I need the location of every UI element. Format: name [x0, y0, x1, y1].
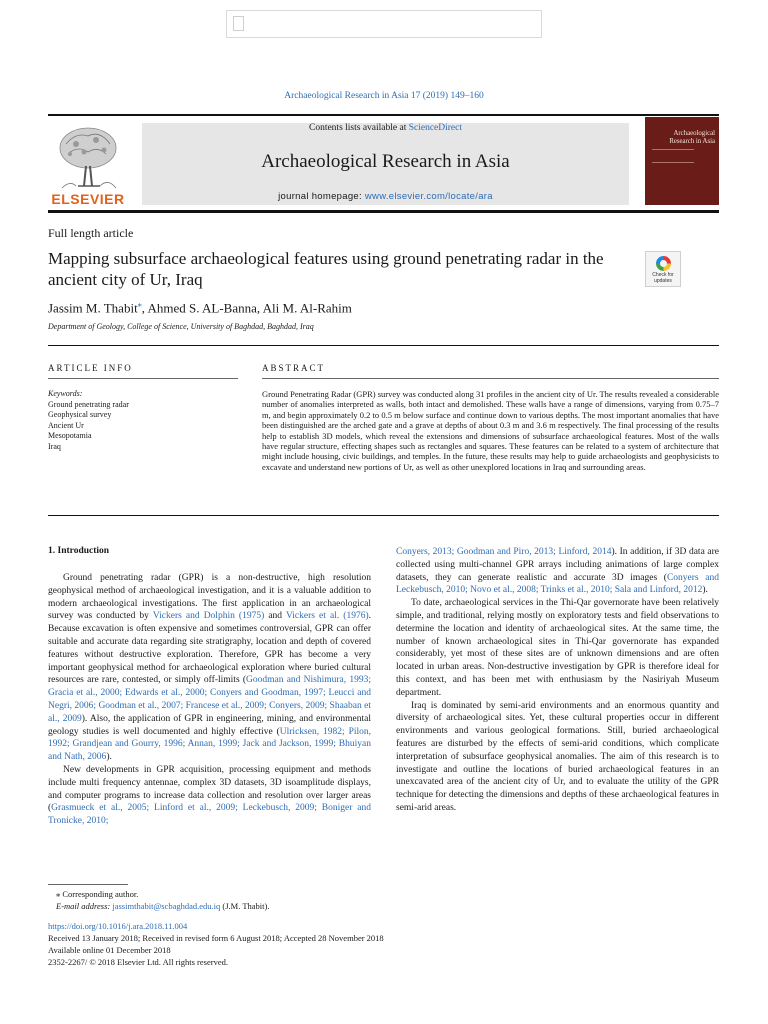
homepage-prefix: journal homepage:: [278, 191, 365, 202]
text: ). Also, the application of GPR in engineering, mining, and environmental geology studies is well documented and highly effective (: [48, 713, 372, 737]
copyright: 2352-2267/ © 2018 Elsevier Ltd. All rights reserved.: [48, 957, 228, 967]
header-bottom-rule: [48, 210, 719, 213]
section-heading-introduction: 1. Introduction: [48, 546, 110, 556]
author-list: [48, 300, 352, 316]
keywords-block: [48, 389, 238, 452]
abstract-heading: ABSTRACT: [262, 363, 326, 373]
doi-link[interactable]: https://doi.org/10.1016/j.ara.2018.11.004: [48, 921, 188, 931]
paragraph: [48, 572, 371, 764]
keyword-item: Geophysical survey: [48, 410, 112, 419]
keyword-item: Ground penetrating radar: [48, 399, 129, 409]
crossmark-icon: [656, 256, 671, 271]
corresponding-author-note: ⁎ Corresponding author.: [56, 889, 139, 899]
contents-prefix: Contents lists available at: [308, 123, 409, 133]
article-type: Full length article: [48, 226, 134, 240]
article-info-rule: [48, 378, 238, 379]
email-owner: (J.M. Thabit).: [220, 901, 270, 911]
info-top-rule: [48, 345, 719, 346]
text: New developments in GPR acquisition, processing equipment and methods include multi frequency antennae, complex 3D datasets, 3D isoamplitude displays, and computer programs to increase data collection and resolution over larger areas (: [48, 764, 371, 814]
contents-line: [142, 123, 629, 133]
paragraph: [396, 546, 719, 597]
other-authors: , Ahmed S. AL-Banna, Ali M. Al-Rahim: [141, 300, 352, 316]
abstract-rule: [262, 378, 719, 379]
cover-title: Archaeological Research in Asia: [669, 130, 715, 145]
available-online: Available online 01 December 2018: [48, 945, 171, 955]
email-label: E-mail address:: [56, 901, 113, 911]
cover-decoration: [652, 149, 694, 163]
publisher-wordmark: ELSEVIER: [51, 191, 125, 207]
homepage-link[interactable]: www.elsevier.com/locate/ara: [364, 191, 493, 202]
text: ).: [106, 752, 112, 763]
paragraph: [48, 764, 371, 828]
keywords-label: Keywords:: [48, 389, 83, 398]
sciencedirect-link[interactable]: ScienceDirect: [408, 123, 462, 133]
check-for-updates-label: Check for updates: [652, 272, 674, 284]
dates-line: Received 13 January 2018; Received in revised form 6 August 2018; Accepted 28 November 2018: [48, 933, 384, 943]
article-info-heading: ARTICLE INFO: [48, 363, 133, 373]
check-for-updates-button[interactable]: [645, 251, 681, 287]
footnote-rule: [48, 884, 128, 885]
journal-cover-thumbnail[interactable]: [645, 117, 719, 205]
journal-citation-link[interactable]: Archaeological Research in Asia 17 (2019) 149–160: [284, 91, 484, 101]
keyword-item: Ancient Ur: [48, 420, 84, 430]
body-column-right: [396, 546, 719, 815]
reference-link[interactable]: Goodman and Nishimura, 1993; Gracia et al., 2000; Edwards et al., 2000; Conyers and Goodman, 1997; Leucci and Negri, 2006; Goodman et al., 2007; Francese et al., 2009; Conyers, 2009; Shaaban et al., 2009: [48, 675, 371, 724]
text: ).: [702, 585, 708, 596]
placeholder-icon: [233, 16, 244, 31]
email-link[interactable]: jassimthabit@scbaghdad.edu.iq: [112, 901, 221, 911]
header-top-rule: [48, 114, 719, 116]
keyword-item: Iraq: [48, 441, 61, 451]
affiliation: Department of Geology, College of Science, University of Baghdad, Baghdad, Iraq: [48, 322, 314, 331]
text: Ground penetrating radar (GPR) is a non-destructive, high resolution geophysical method of archaeological investigation, and it is a valuable addition to modern archaeological investigations. The first application in an archaeological survey was conducted by: [48, 573, 371, 622]
reference-link[interactable]: Conyers and Leckebusch, 2010; Novo et al., 2008; Trinks et al., 2010; Sala and Linford, 2012: [396, 572, 719, 596]
email-line: [56, 900, 269, 912]
reference-link[interactable]: Ulricksen, 1982; Pilon, 1992; Grandjean and Gourry, 1996; Annan, 1999; Jack and Jackson, 1999; Bhuiyan and Nath, 2006: [48, 726, 372, 763]
top-placeholder-box: [226, 10, 542, 38]
keyword-item: Mesopotamia: [48, 431, 92, 440]
body-column-left: [48, 572, 371, 828]
corresponding-author-mark[interactable]: ⁎: [137, 300, 142, 309]
reference-link[interactable]: Vickers and Dolphin (1975): [152, 611, 265, 622]
text: and: [264, 611, 286, 622]
paragraph: Iraq is dominated by semi-arid environments and an enormous quantity and diversity of archaeological sites. Yet, these cultural properties occur in different environments and various geological formations. Still, buried archaeological features are disturbed by the effects of semi-arid conditions, which complicate interpretation of subsurface geophysical anomalies. The aim of this research is to investigate and outline the locations of buried archaeological features in an unexcavated area of the ancient city of Ur, and to evaluate the utility of the GPR technique for detecting the dimensions and depths of these archaeological features in semi-arid areas.: [396, 700, 719, 813]
reference-link[interactable]: Grasmueck et al., 2005; Linford et al., 2009; Leckebusch, 2009; Boniger and Tronicke, 2010;: [48, 803, 371, 827]
journal-name: Archaeological Research in Asia: [261, 151, 510, 172]
abstract-bottom-rule: [48, 515, 719, 516]
abstract-text: Ground Penetrating Radar (GPR) survey was conducted along 31 profiles in the ancient city of Ur. The results revealed a considerable number of anomalies interpreted as walls, both intact and demolished. These walls have a range of dimensions, varying from 0.75–7 m, and begin approximately 0.2 to 0.5 m below surface and continue down to various depths. The most important anomalies that have been distinguished are the arched gate and a grave at depths of about 0.3 m and 3.6 m respectively. The final processing of the results help to establish 3D models, which reveal the extensions and dimensions of subsurface archaeological features. Most of the walls have regular structure, effecting shapes such as rectangles and squares. These features can be related to a system of architecture that might include housing, civic buildings, and temples. In the future, these results may help to guide archaeologists and geophysicists to excavate and understand new portions of Ur, as well as other unexplored locations in Iraq and surrounding areas.: [262, 389, 719, 472]
homepage-line: [142, 191, 629, 202]
reference-link[interactable]: Vickers et al. (1976): [285, 611, 369, 622]
text: ). In addition, if 3D data are collected using multi-channel GPR arrays including animations of large complex datasets, they can generate realistic and accurate 3D images (: [396, 547, 719, 583]
article-footer: [48, 920, 384, 968]
reference-link[interactable]: Conyers, 2013; Goodman and Piro, 2013; Linford, 2014: [396, 547, 612, 557]
crossmark-center: [660, 260, 667, 267]
footnotes: [56, 888, 269, 912]
text: . Because excavation is often expensive and sometimes controversial, GPR can offer suitable and accurate data regarding site stratigraphy, location and depth of covered features without destructive exploration. Therefore, GPR has become a very important geophysical method for archaeological exploration where buried cultural resources are rare, contested, or simply off-limits (: [48, 611, 372, 686]
author-1[interactable]: Jassim M. Thabit: [48, 300, 138, 316]
article-title: Mapping subsurface archaeological features using ground penetrating radar in the ancient city of Ur, Iraq: [48, 249, 604, 289]
paragraph: To date, archaeological services in the Thi-Qar governorate have been relatively simple, and traditional, relying mostly on exploratory tests and field observations to determine the location and identity of archaeological sites. At the same time, the number of known archaeological sites in Thi-Qar governorate has expanded considerably, yet most of these sites are of unknown dimensions and are often located in urban areas. Non-destructive investigation by GPR is therefore ideal for this context, and has been met with enthusiasm by the Nasiriyah Museum department.: [396, 598, 719, 698]
